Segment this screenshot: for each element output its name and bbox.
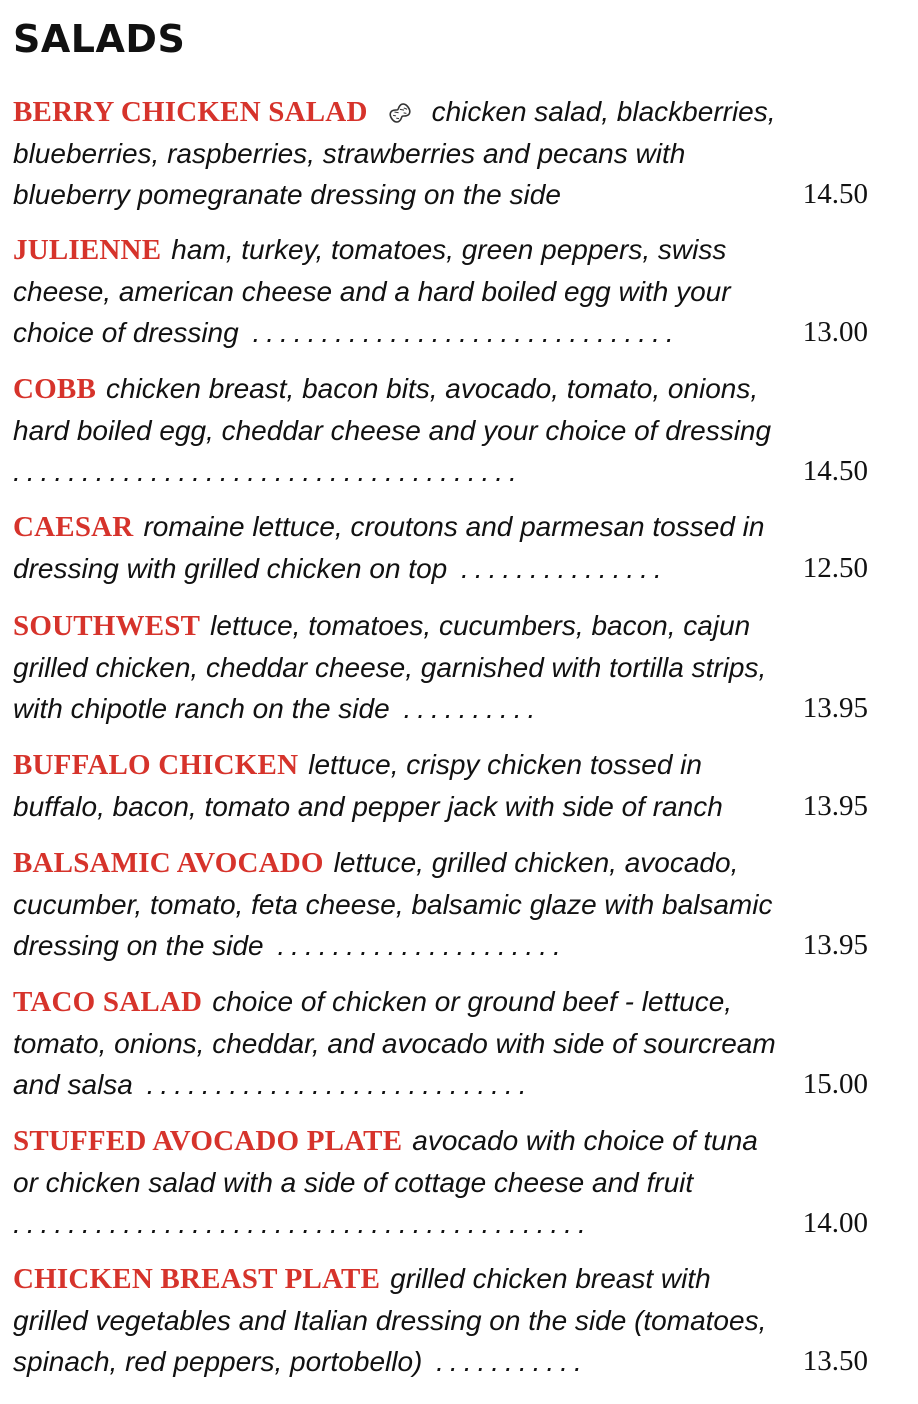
menu-item-name: CHICKEN BREAST PLATE <box>13 1263 381 1295</box>
menu-item-description: lettuce, tomatoes, cucumbers, bacon, cajun grilled chicken, cheddar cheese, garnished with tortilla strips, with chipotle ranch on the side <box>13 610 767 724</box>
menu-item-berry-chicken-salad <box>13 91 893 215</box>
menu-item-text <box>13 1258 788 1382</box>
menu-item-description: lettuce, crispy chicken tossed in buffalo, bacon, tomato and pepper jack with side of ranch <box>13 749 723 822</box>
menu-item-description: chicken breast, bacon bits, avocado, tomato, onions, hard boiled egg, cheddar cheese and your choice of dressing <box>13 373 772 446</box>
menu-item-leader: ............................... <box>238 317 680 348</box>
menu-item-caesar <box>13 506 893 589</box>
menu-item-name: SOUTHWEST <box>13 610 201 642</box>
menu-item-name: COBB <box>13 373 96 405</box>
menu-item-price: 13.50 <box>802 1345 868 1377</box>
menu-item-text <box>13 1120 788 1244</box>
peanut-icon <box>384 97 416 125</box>
menu-item-text <box>13 842 788 966</box>
menu-item-cobb <box>13 368 893 492</box>
menu-item-text <box>13 981 788 1105</box>
menu-item-description: chicken salad, blackberries, blueberries, raspberries, strawberries and pecans with blueberry pomegranate dressing on the side <box>13 96 776 210</box>
menu-item-taco-salad <box>13 981 893 1105</box>
menu-item-name: STUFFED AVOCADO PLATE <box>13 1125 403 1157</box>
menu-item-julienne <box>13 229 893 353</box>
menu-item-price: 14.50 <box>802 178 868 210</box>
menu-item-text <box>13 368 788 492</box>
menu-item-description: choice of chicken or ground beef - lettuce, tomato, onions, cheddar, and avocado with side of sourcream and salsa <box>13 986 776 1100</box>
menu-item-name: BERRY CHICKEN SALAD <box>13 96 368 128</box>
menu-item-leader: ..................................... <box>13 456 523 487</box>
menu-item-text <box>13 744 788 827</box>
menu-item-leader: .......... <box>389 693 542 724</box>
menu-item-leader: ............... <box>447 553 668 584</box>
menu-item-name: TACO SALAD <box>13 986 203 1018</box>
menu-item-description: romaine lettuce, croutons and parmesan tossed in dressing with grilled chicken on top <box>13 511 765 584</box>
menu-item-chicken-breast-plate <box>13 1258 893 1382</box>
menu-item-stuffed-avocado-plate <box>13 1120 893 1244</box>
menu-item-price: 14.50 <box>802 455 868 487</box>
menu-item-text <box>13 229 788 353</box>
menu-item-description: grilled chicken breast with grilled vegetables and Italian dressing on the side (tomatoes, spinach, red peppers, portobello) <box>13 1263 767 1377</box>
menu-item-buffalo-chicken <box>13 744 893 827</box>
menu-item-price: 13.95 <box>802 790 868 822</box>
menu-item-southwest <box>13 605 893 729</box>
menu-item-description: lettuce, grilled chicken, avocado, cucumber, tomato, feta cheese, balsamic glaze with balsamic dressing on the side <box>13 847 773 961</box>
menu-item-description: avocado with choice of tuna or chicken salad with a side of cottage cheese and fruit <box>13 1125 758 1198</box>
menu-item-price: 14.00 <box>802 1207 868 1239</box>
menu-item-price: 13.95 <box>802 692 868 724</box>
menu-item-balsamic-avocado <box>13 842 893 966</box>
menu-item-leader: ............................ <box>132 1069 533 1100</box>
section-title: SALADS <box>13 17 186 61</box>
menu-item-name: CAESAR <box>13 511 134 543</box>
menu-item-price: 13.00 <box>802 316 868 348</box>
menu-item-name: JULIENNE <box>13 234 162 266</box>
menu-item-price: 12.50 <box>802 552 868 584</box>
menu-item-leader: .......................................... <box>13 1208 592 1239</box>
menu-item-text <box>13 506 788 589</box>
menu-item-text <box>13 605 788 729</box>
menu-item-description: ham, turkey, tomatoes, green peppers, swiss cheese, american cheese and a hard boiled egg with your choice of dressing <box>13 234 731 348</box>
menu-item-price: 15.00 <box>802 1068 868 1100</box>
menu-item-text <box>13 91 788 215</box>
menu-item-leader: ........... <box>422 1346 588 1377</box>
menu-item-name: BUFFALO CHICKEN <box>13 749 299 781</box>
menu-item-name: BALSAMIC AVOCADO <box>13 847 324 879</box>
menu-item-price: 13.95 <box>802 929 868 961</box>
menu-item-leader: ..................... <box>263 930 567 961</box>
